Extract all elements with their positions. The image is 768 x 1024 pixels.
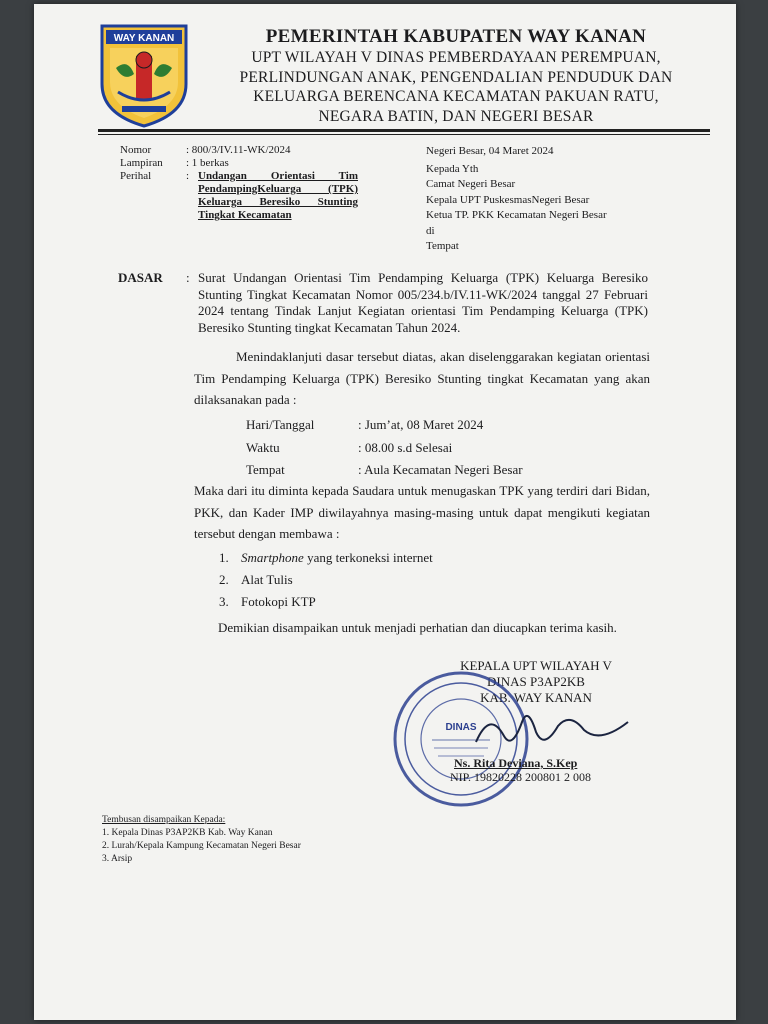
letter-page — [34, 4, 736, 1020]
list-rest: yang terkoneksi internet — [303, 550, 433, 565]
letterhead-title: PEMERINTAH KABUPATEN WAY KANAN — [265, 26, 647, 47]
tembusan-item: 3. Arsip — [102, 854, 133, 864]
meta-lampiran — [120, 157, 358, 170]
list-item — [219, 591, 433, 613]
meta-value: : 1 berkas — [186, 157, 229, 169]
recipient-line: di — [426, 224, 435, 237]
meta-label: Perihal — [120, 170, 152, 182]
list-emphasis: Smartphone — [241, 550, 304, 565]
schedule-label: Waktu — [246, 439, 280, 455]
letterhead — [204, 26, 708, 126]
meta-label: Nomor — [120, 144, 152, 156]
list-item — [219, 547, 433, 569]
schedule-label: Hari/Tanggal — [246, 417, 315, 432]
dasar-section — [118, 270, 648, 336]
list-number: 1. — [219, 550, 229, 565]
letter-date: Negeri Besar, 04 Maret 2024 — [426, 145, 554, 157]
way-kanan-logo — [98, 22, 190, 128]
meta-colon: : — [186, 170, 190, 182]
svg-text:WAY KANAN: WAY KANAN — [113, 33, 175, 44]
signatory-name: Ns. Rita Deviana, S.Kep — [454, 756, 578, 770]
signature-line: KEPALA UPT WILAYAH V — [460, 658, 612, 673]
schedule-row — [246, 437, 523, 460]
header-rule-thick — [98, 129, 710, 132]
meta-label: Lampiran — [120, 157, 163, 169]
schedule-value: : 08.00 s.d Selesai — [358, 439, 453, 455]
list-rest: Fotokopi KTP — [241, 594, 316, 609]
recipient-line: Kepala UPT PuskesmasNegeri Besar — [426, 193, 590, 206]
schedule-row — [246, 414, 523, 437]
recipient-line: Camat Negeri Besar — [426, 178, 516, 190]
body-paragraph: Menindaklanjuti dasar tersebut diatas, akan diselenggarakan kegiatan orientasi Tim Pendamping Keluarga (TPK) Beresiko Stunting tingkat Kecamatan yang akan dilaksanakan pada : — [194, 349, 650, 407]
list-rest: Alat Tulis — [241, 572, 293, 587]
signatory-nip: NIP. 19820228 200801 2 008 — [450, 770, 592, 784]
tembusan-item: 2. Lurah/Kepala Kampung Kecamatan Negeri Besar — [102, 841, 301, 851]
handwritten-signature — [466, 692, 636, 762]
svg-text:DINAS: DINAS — [445, 722, 477, 733]
schedule-value: : Jum’at, 08 Maret 2024 — [358, 417, 484, 432]
recipient-line: Kepada Yth — [426, 162, 479, 175]
dasar-colon: : — [186, 270, 190, 285]
signature-line: DINAS P3AP2KB — [487, 674, 585, 689]
letterhead-line: KELUARGA BERENCANA KECAMATAN PAKUAN RATU, — [253, 88, 659, 105]
letterhead-line: NEGARA BATIN, DAN NEGERI BESAR — [318, 107, 594, 125]
letterhead-line: PERLINDUNGAN ANAK, PENGENDALIAN PENDUDUK DAN — [239, 68, 673, 86]
schedule — [246, 414, 523, 482]
header-rule-thin — [98, 134, 710, 135]
meta-perihal — [120, 170, 358, 222]
closing-sentence: Demikian disampaikan untuk menjadi perhatian dan diucapkan terima kasih. — [218, 620, 617, 635]
meta-perihal-value: Undangan Orientasi Tim PendampingKeluarga (TPK) Keluarga Beresiko Stunting Tingkat Kecamatan — [198, 170, 358, 221]
recipient-line: Tempat — [426, 240, 459, 252]
list-number: 2. — [219, 572, 229, 587]
letter-meta — [120, 144, 358, 222]
body-paragraph: Maka dari itu diminta kepada Saudara untuk menugaskan TPK yang terdiri dari Bidan, PKK, dan Kader IMP diwilayahnya masing-masing untuk dapat mengikuti kegiatan tersebut dengan membawa : — [194, 483, 650, 541]
dasar-text: Surat Undangan Orientasi Tim Pendamping Keluarga (TPK) Keluarga Beresiko Stunting Tingkat Kecamatan Nomor 005/234.b/IV.11-WK/2024 tanggal 27 Februari 2024 tentang Tindak Lanjut Kegiatan orientasi Tim Pendamping Keluarga (TPK) Beresiko Stunting tingkat Kecamatan Tahun 2024. — [198, 270, 648, 335]
meta-value: : 800/3/IV.11-WK/2024 — [186, 144, 291, 156]
schedule-label: Tempat — [246, 462, 285, 477]
list-number: 3. — [219, 594, 229, 609]
list-item — [219, 569, 433, 591]
recipient-line: Ketua TP. PKK Kecamatan Negeri Besar — [426, 209, 607, 221]
signature-line: KAB. WAY KANAN — [480, 690, 592, 705]
tembusan-heading: Tembusan disampaikan Kepada: — [102, 815, 226, 825]
meta-nomor — [120, 144, 358, 157]
dasar-label: DASAR — [118, 270, 163, 285]
schedule-row — [246, 459, 523, 482]
letterhead-line: UPT WILAYAH V DINAS PEMBERDAYAAN PEREMPUAN, — [251, 49, 661, 66]
tembusan-item: 1. Kepala Dinas P3AP2KB Kab. Way Kanan — [102, 828, 273, 838]
recipient-block — [426, 144, 607, 255]
items-list — [219, 547, 433, 613]
tembusan — [102, 814, 301, 866]
schedule-value: : Aula Kecamatan Negeri Besar — [358, 462, 523, 477]
list-text — [241, 547, 433, 569]
